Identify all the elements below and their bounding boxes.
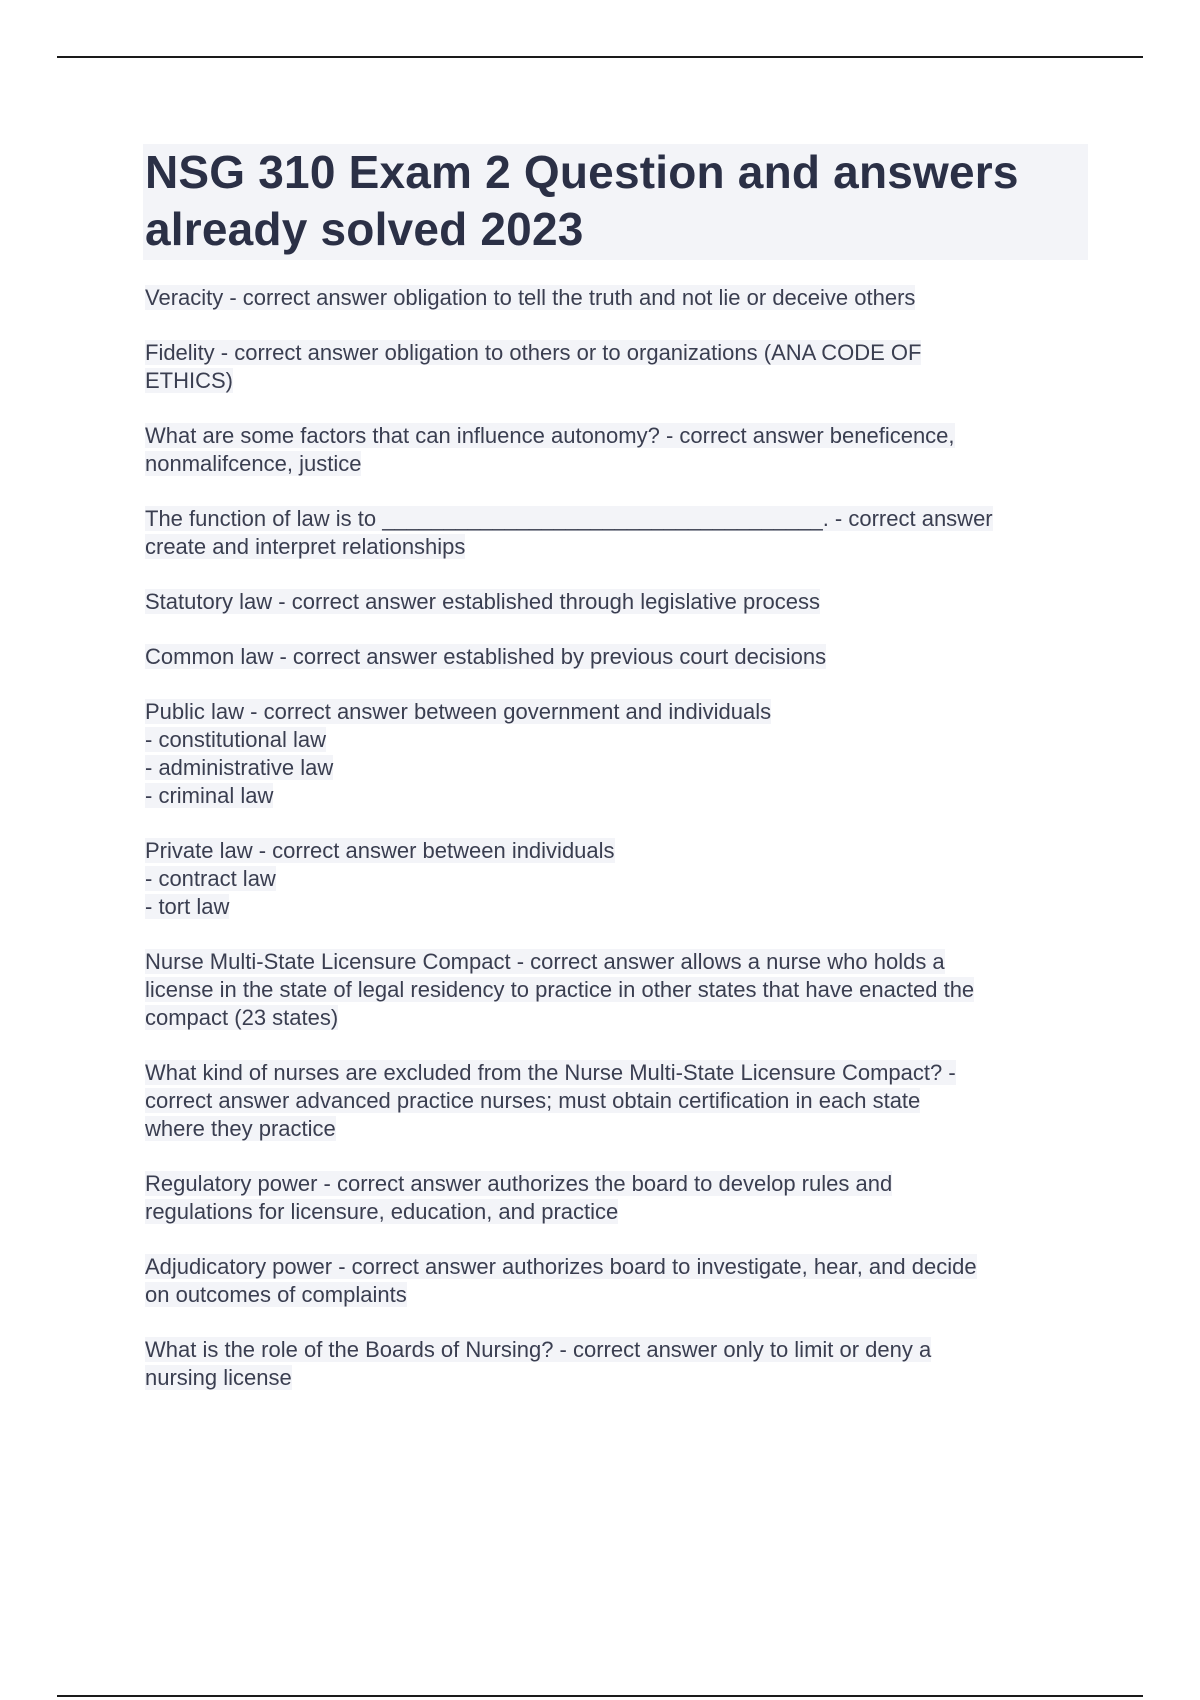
qa-item [145,588,1090,616]
qa-line-text: What are some factors that can influence autonomy? - correct answer beneficence, [145,423,955,448]
qa-line [145,726,1090,754]
qa-line [145,754,1090,782]
qa-line [145,1004,1090,1032]
qa-line [145,505,1090,533]
qa-line-text: compact (23 states) [145,1005,339,1030]
qa-line-text: Veracity - correct answer obligation to tell the truth and not lie or deceive others [145,285,916,310]
qa-line-text: regulations for licensure, education, and practice [145,1199,619,1224]
qa-line [145,367,1090,395]
qa-line [145,284,1090,312]
qa-line [145,893,1090,921]
qa-line-text: - contract law [145,866,276,891]
qa-line [145,643,1090,671]
qa-line [145,698,1090,726]
qa-line-text: where they practice [145,1116,336,1141]
qa-line-text: Fidelity - correct answer obligation to others or to organizations (ANA CODE OF [145,340,922,365]
top-divider [57,56,1143,58]
qa-line-text: - tort law [145,894,230,919]
qa-item [145,1059,1090,1143]
qa-line-text: - administrative law [145,755,334,780]
qa-line [145,450,1090,478]
qa-list [145,284,1090,1392]
document-title: NSG 310 Exam 2 Question and answers already solved 2023 [145,146,1019,255]
qa-item [145,422,1090,478]
qa-line-text: The function of law is to ____________________________________. - correct answer [145,506,993,531]
qa-item [145,948,1090,1032]
qa-item [145,1336,1090,1392]
qa-line [145,865,1090,893]
qa-line-text: Nurse Multi-State Licensure Compact - correct answer allows a nurse who holds a [145,949,945,974]
bottom-divider [57,1695,1143,1697]
qa-item [145,643,1090,671]
qa-line-text: - constitutional law [145,727,326,752]
qa-item [145,284,1090,312]
document-body [145,144,1090,1419]
qa-line [145,588,1090,616]
qa-line-text: Adjudicatory power - correct answer authorizes board to investigate, hear, and decide [145,1254,977,1279]
qa-line-text: Public law - correct answer between government and individuals [145,699,772,724]
qa-item [145,339,1090,395]
qa-line-text: correct answer advanced practice nurses; must obtain certification in each state [145,1088,921,1113]
qa-line-text: Statutory law - correct answer established through legislative process [145,589,820,614]
qa-line [145,339,1090,367]
qa-item [145,698,1090,810]
qa-item [145,1170,1090,1226]
title-block [143,144,1088,260]
qa-line [145,1059,1090,1087]
qa-item [145,837,1090,921]
qa-line [145,976,1090,1004]
qa-line [145,1281,1090,1309]
qa-line-text: What kind of nurses are excluded from the Nurse Multi-State Licensure Compact? - [145,1060,956,1085]
qa-item [145,1253,1090,1309]
qa-line-text: on outcomes of complaints [145,1282,407,1307]
qa-line-text: Common law - correct answer established by previous court decisions [145,644,827,669]
qa-line-text: What is the role of the Boards of Nursing? - correct answer only to limit or deny a [145,1337,932,1362]
qa-line-text: license in the state of legal residency to practice in other states that have enacted the [145,977,975,1002]
qa-line-text: Private law - correct answer between individuals [145,838,615,863]
qa-line [145,1364,1090,1392]
qa-line [145,533,1090,561]
qa-item [145,505,1090,561]
qa-line [145,422,1090,450]
qa-line [145,948,1090,976]
qa-line-text: nursing license [145,1365,292,1390]
qa-line [145,1198,1090,1226]
qa-line [145,837,1090,865]
qa-line [145,1115,1090,1143]
qa-line-text: ETHICS) [145,368,233,393]
qa-line-text: create and interpret relationships [145,534,466,559]
qa-line [145,1253,1090,1281]
qa-line [145,1336,1090,1364]
qa-line [145,782,1090,810]
qa-line-text: Regulatory power - correct answer authorizes the board to develop rules and [145,1171,893,1196]
qa-line [145,1087,1090,1115]
qa-line-text: - criminal law [145,783,274,808]
qa-line-text: nonmalifcence, justice [145,451,362,476]
qa-line [145,1170,1090,1198]
